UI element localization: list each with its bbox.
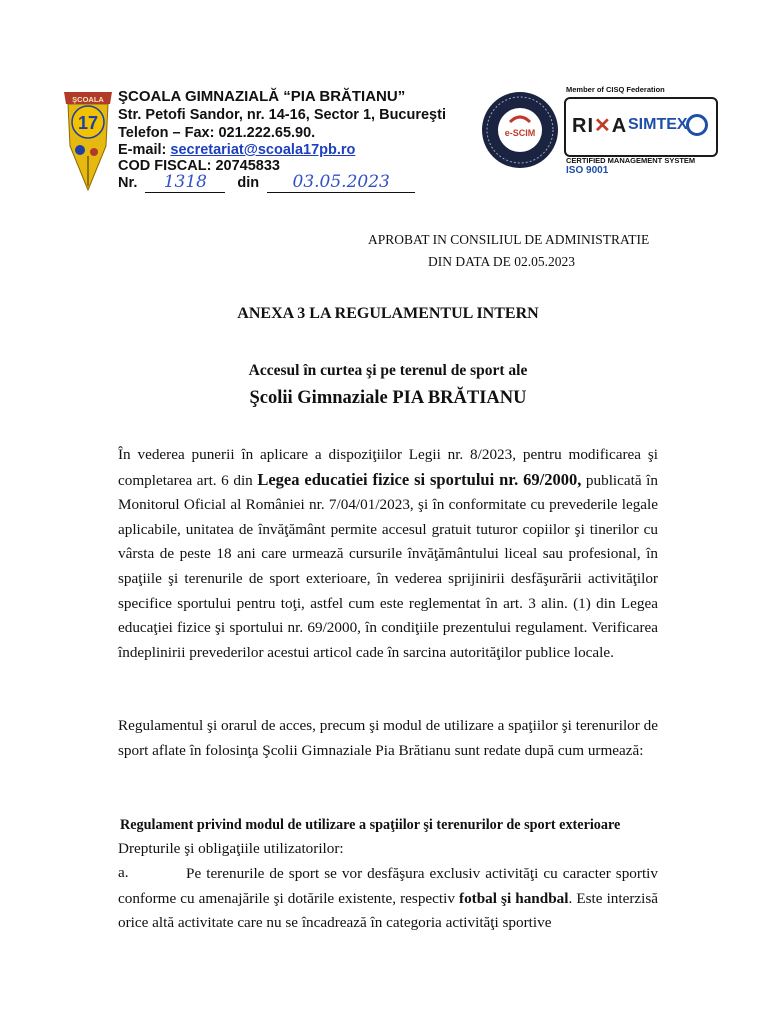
- regulament-title: Regulament privind modul de utilizare a spaţiilor şi terenurilor de sport exterioare: [120, 817, 621, 833]
- annex-title: ANEXA 3 LA REGULAMENTUL INTERN: [237, 305, 539, 322]
- logo-banner-text: ŞCOALA: [72, 95, 104, 104]
- school-name: ŞCOALA GIMNAZIALĂ “PIA BRĂTIANU”: [118, 88, 406, 105]
- email-link[interactable]: secretariat@scoala17pb.ro: [170, 142, 356, 158]
- item-a-bold: fotbal şi handbal: [459, 889, 569, 907]
- logo-number: 17: [77, 113, 99, 133]
- din-label: din: [237, 175, 260, 191]
- seal-center-text: e-SCIM: [504, 128, 536, 138]
- law-name: Legea educatiei fizice si sportului nr. 69/2000,: [257, 469, 582, 489]
- paragraph-1: În vederea punerii în aplicare a dispoziţiilor Legii nr. 8/2023, pentru modificarea şi completarea art. 6 din Legea educatiei fizice si sportului nr. 69/2000, publicată în Monitorul Oficial al României nr. 7/04/01/2023, şi în conformitate cu prevederile legale aplicabile, unitatea de învăţământ permite accesul gratuit tuturor copiilor şi tinerilor cu vârsta de peste 18 ani care urmează cursurile învăţământului liceal sau profesional, în spaţiile şi terenurile de sport exterioare, în vederea sprijinirii desfăşurării activităţilor specifice sportului pentru toţi, astfel cum este reglementat în art. 3 alin. (1) din Legea educaţiei fizice şi sportului nr. 69/2000, în condiţiile prezentului regulament. Verificarea îndeplinirii prevederilor acestui articol cade în sarcina autorităţilor publice locale.: [118, 446, 658, 661]
- simtex-logo-box: [564, 97, 718, 157]
- rights-heading: Drepturile şi obligaţiile utilizatorilor:: [118, 840, 344, 857]
- school-email-line: [118, 142, 355, 158]
- school-phone: Telefon – Fax: 021.222.65.90.: [118, 125, 316, 141]
- subtitle-line-1: Accesul în curtea şi pe terenul de sport ale: [248, 362, 528, 379]
- risa-text: RI✕A: [572, 115, 628, 137]
- email-label: E-mail:: [118, 142, 171, 158]
- member-text: Member of CISQ Federation: [566, 85, 665, 94]
- escim-seal: [480, 90, 560, 170]
- nr-label: Nr.: [118, 175, 138, 191]
- school-address: Str. Petofi Sandor, nr. 14-16, Sector 1, Bucureşti: [118, 107, 446, 123]
- item-a-marker: a.: [118, 864, 129, 881]
- certified-text: CERTIFIED MANAGEMENT SYSTEM: [566, 156, 696, 165]
- paragraph-2: Regulamentul şi orarul de acces, precum şi modul de utilizare a spaţiilor şi terenurilor de sport aflate în folosinţa Şcolii Gimnaziale Pia Brătianu sunt redate după cum urmează:: [118, 717, 658, 759]
- cod-fiscal: COD FISCAL: 20745833: [118, 158, 280, 174]
- registration-line: [118, 172, 415, 193]
- approval-line-2: DIN DATA DE 02.05.2023: [428, 254, 576, 269]
- subtitle-line-2: Şcolii Gimnaziale PIA BRĂTIANU: [249, 388, 527, 408]
- date-value: 03.05.2023: [292, 172, 390, 192]
- nr-value: 1318: [163, 172, 207, 192]
- school-logo: [60, 86, 116, 196]
- approval-line-1: APROBAT IN CONSILIUL DE ADMINISTRATIE: [368, 232, 650, 247]
- item-a-text: Pe terenurile de sport se vor desfăşura exclusiv activităţi cu caracter sportiv conforme cu amenajările şi dotările existente, respectiv fotbal şi handbal. Este interzisă orice altă activitate care nu se încadrează în categoria activităţi sportive: [118, 865, 659, 932]
- simtex-globe-icon: [686, 114, 708, 136]
- simtex-text: SIMTEX: [628, 116, 688, 133]
- iso-text: ISO 9001: [566, 165, 609, 176]
